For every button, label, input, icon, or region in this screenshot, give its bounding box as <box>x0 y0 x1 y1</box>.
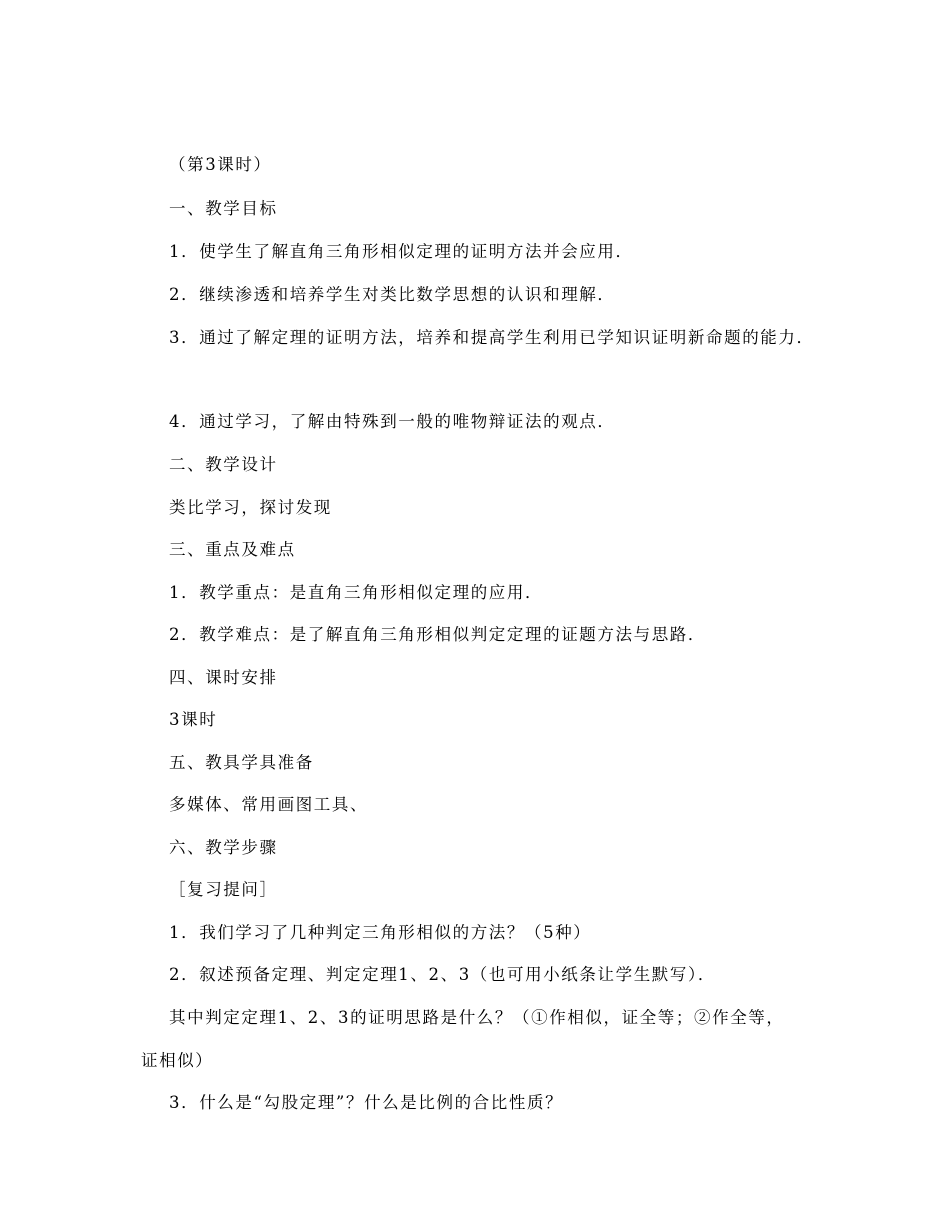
review-question-2-followup-cont: 证相似） <box>141 1051 214 1070</box>
review-heading: ［复习提问］ <box>169 880 278 899</box>
review-question-3: 3．什么是“勾股定理”？什么是比例的合比性质？ <box>169 1093 564 1112</box>
key-point-item-2: 2．教学难点：是了解直角三角形相似判定定理的证题方法与思路． <box>169 625 706 644</box>
section-heading-design: 二、教学设计 <box>169 455 278 474</box>
section-heading-key-points: 三、重点及难点 <box>169 540 296 559</box>
objective-item-1: 1．使学生了解直角三角形相似定理的证明方法并会应用． <box>169 242 634 261</box>
objective-item-2: 2．继续渗透和培养学生对类比数学思想的认识和理解． <box>169 285 616 304</box>
schedule-text: 3课时 <box>169 710 218 729</box>
review-question-2: 2．叙述预备定理、判定定理1、2、3（也可用小纸条让学生默写）． <box>169 965 716 984</box>
key-point-item-1: 1．教学重点：是直角三角形相似定理的应用． <box>169 583 544 602</box>
objective-item-4: 4．通过学习，了解由特殊到一般的唯物辩证法的观点． <box>169 412 616 431</box>
section-heading-schedule: 四、课时安排 <box>169 668 278 687</box>
objective-item-3: 3．通过了解定理的证明方法，培养和提高学生利用已学知识证明新命题的能力． <box>169 328 815 347</box>
lesson-period: （第3课时） <box>169 155 272 174</box>
review-question-2-followup: 其中判定定理1、2、3的证明思路是什么？（①作相似，证全等；②作全等， <box>169 1008 785 1027</box>
section-heading-materials: 五、教具学具准备 <box>169 753 314 772</box>
section-heading-steps: 六、教学步骤 <box>169 838 278 857</box>
section-heading-objectives: 一、教学目标 <box>169 199 278 218</box>
design-text: 类比学习，探讨发现 <box>169 498 332 517</box>
materials-text: 多媒体、常用画图工具、 <box>169 795 369 814</box>
review-question-1: 1．我们学习了几种判定三角形相似的方法？（5种） <box>169 923 592 942</box>
